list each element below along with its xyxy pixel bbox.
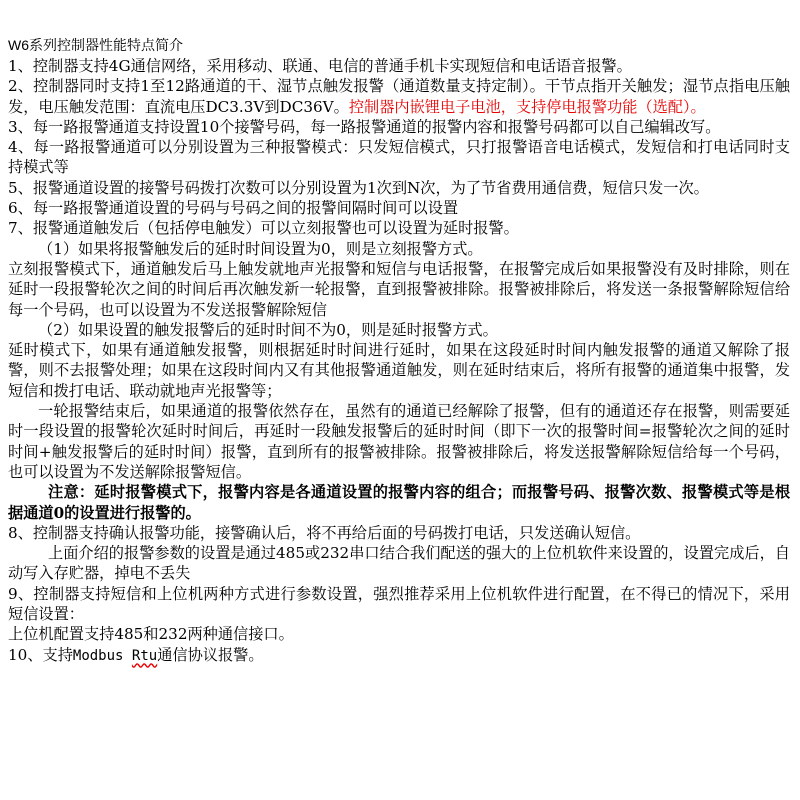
item-7-sub-1-body: 立刻报警模式下，通道触发后马上触发就地声光报警和短信与电话报警，在报警完成后如果报警没有及时排除，则在延时一段报警轮次之间的时间后再次触发新一轮报警，直到报警被排除。报警被排除后，将发送一条报警解除短信给每一个号码，也可以设置为不发送报警解除短信	[8, 259, 790, 319]
note: 注意：延时报警模式下，报警内容是各通道设置的报警内容的组合；而报警号码、报警次数、报警模式等是根据通道0的设置进行报警的。	[8, 483, 790, 522]
item-7: 7、报警通道触发后（包括停电触发）可以立刻报警也可以设置为延时报警。	[8, 219, 519, 238]
item-1: 1、控制器支持4G通信网络，采用移动、联通、电信的普通手机卡实现短信和电话语音报警。	[8, 57, 632, 75]
item-7-sub-2-body: 延时模式下，如果有通道触发报警，则根据延时时间进行延时，如果在这段延时时间内触发报警的通道又解除了报警，则不去报警处理；如果在这段时间内又有其他报警通道触发，则在延时结束后，将所有报警的通道集中报警，发短信和拨打电话、联动就地声光报警等；	[8, 341, 790, 400]
item-10-suffix: 通信协议报警。	[157, 645, 264, 664]
item-7-sub-1: （1）如果将报警触发后的延时时间设置为0，则是立刻报警方式。	[38, 239, 483, 258]
item-10-space	[123, 648, 131, 664]
item-8-body: 上面介绍的报警参数的设置是通过485或232串口结合我们配送的强大的上位机软件来设置的，设置完成后，自动写入存贮器，掉电不丢失	[8, 544, 790, 583]
item-7-sub-3: 一轮报警结束后，如果通道的报警依然存在，虽然有的通道已经解除了报警，但有的通道还存在报警，则需要延时一段设置的报警轮次延时时间后，再延时一段触发报警后的延时时间（即下一次的报警时间=报警轮次之间的延时时间+触发报警后的延时时间）报警，直到所有的报警被排除。报警被排除后，将发送报警解除短信给每一个号码，也可以设置为不发送解除报警短信。	[8, 402, 790, 481]
item-9-body: 上位机配置支持485和232两种通信接口。	[8, 625, 294, 644]
item-10-modbus: Modbus	[72, 647, 124, 664]
item-2-highlight: 控制器内嵌锂电子电池，支持停电报警功能（选配）。	[348, 97, 706, 116]
item-6: 6、每一路报警通道设置的号码与号码之间的报警间隔时间可以设置	[8, 199, 459, 218]
item-2	[8, 76, 790, 117]
item-7-sub-2: （2）如果设置的触发报警后的延时时间不为0，则是延时报警方式。	[38, 320, 498, 339]
document-title: W6系列控制器性能特点简介	[8, 37, 183, 53]
item-10-prefix: 10、支持	[8, 645, 73, 664]
item-3: 3、每一路报警通道支持设置10个接警号码，每一路报警通道的报警内容和报警号码都可以自己编辑改写。	[8, 117, 721, 136]
item-4: 4、每一路报警通道可以分别设置为三种报警模式：只发短信模式，只打报警语音电话模式，发短信和打电话同时支持模式等	[8, 138, 790, 177]
item-2-text: 2、控制器同时支持1至12路通道的干、湿节点触发报警（通道数量支持定制）。干节点指开关触发；湿节点指电压触发，电压触发范围：直流电压DC3.3V到DC36V。	[8, 77, 790, 116]
item-8: 8、控制器支持确认报警功能，接警确认后，将不再给后面的号码拨打电话，只发送确认短信。	[8, 523, 641, 542]
item-9: 9、控制器支持短信和上位机两种方式进行参数设置，强烈推荐采用上位机软件进行配置，在不得已的情况下，采用短信设置：	[8, 584, 790, 624]
item-5: 5、报警通道设置的接警号码拨打次数可以分别设置为1次到N次，为了节省费用通信费，短信只发一次。	[8, 178, 709, 197]
document-body	[8, 36, 790, 666]
item-10-rtu: Rtu	[131, 647, 158, 664]
item-10	[8, 645, 790, 666]
